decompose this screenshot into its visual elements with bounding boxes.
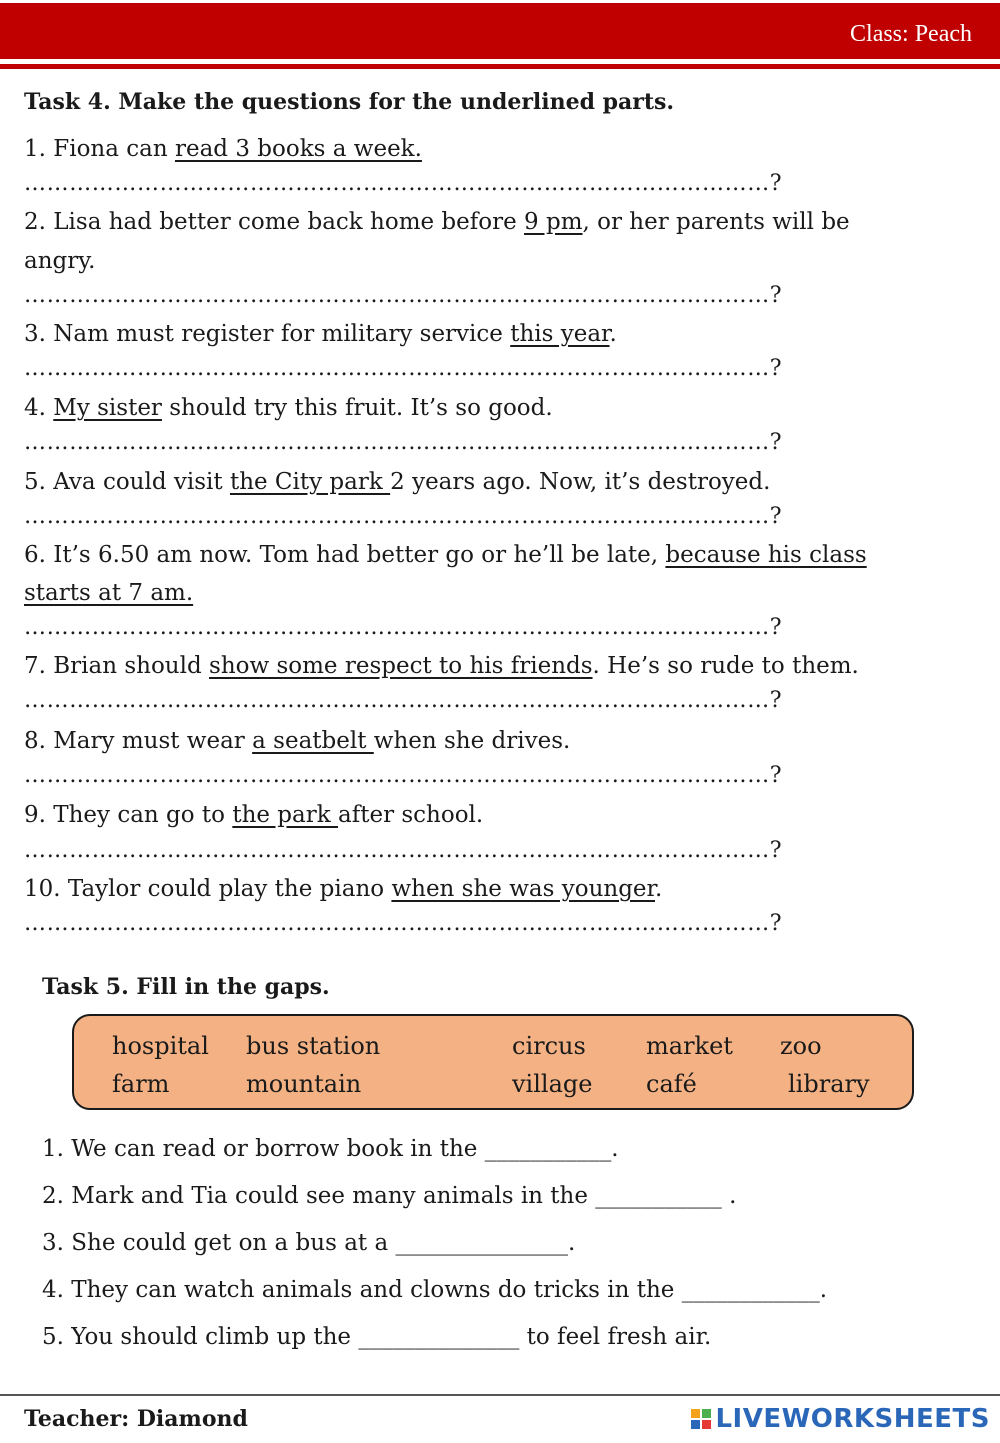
answer-line[interactable]: ………………………………………………………………………………………? [24,763,783,788]
brand-logo [691,1404,990,1434]
underlined-part: My sister [53,395,162,421]
answer-line[interactable]: ………………………………………………………………………………………? [24,356,783,381]
word-bank [72,1014,914,1110]
header-divider [0,64,1000,69]
question-text [24,463,964,501]
underlined-part: the City park [229,469,391,495]
question-post: when she drives. [373,728,571,754]
question-post: . [609,321,617,347]
question-pre: 8. Mary must wear [24,728,253,754]
fill-sentence[interactable]: 2. Mark and Tia could see many animals in the ___________ . [42,1183,737,1209]
question-pre: 9. They can go to [24,802,233,828]
question-pre: 3. Nam must register for military service [24,321,511,347]
brand-icon [691,1409,711,1429]
footer-divider [0,1394,1000,1396]
answer-line[interactable]: ………………………………………………………………………………………? [24,171,783,196]
question-post: 2 years ago. Now, it’s destroyed. [390,469,771,495]
answer-line[interactable]: ………………………………………………………………………………………? [24,283,783,308]
underlined-part: show some respect to his friends [209,653,593,679]
word-bank-item: hospital [112,1032,209,1060]
question-pre: 5. Ava could visit [24,469,230,495]
word-bank-item: village [512,1070,593,1098]
question-text [24,796,964,834]
word-bank-item: market [646,1032,733,1060]
fill-sentence[interactable]: 4. They can watch animals and clowns do tricks in the ____________. [42,1277,827,1303]
word-bank-item: bus station [246,1032,381,1060]
underlined-part: when she was younger [391,876,655,902]
question-post: , or her parents will be [582,209,850,235]
underlined-part: starts at 7 am. [24,580,194,606]
answer-line[interactable]: ………………………………………………………………………………………? [24,430,783,455]
task5-title: Task 5. Fill in the gaps. [42,974,330,1000]
underlined-part: a seatbelt [252,728,374,754]
question-text [24,536,964,574]
fill-sentence[interactable]: 3. She could get on a bus at a _______________. [42,1230,576,1256]
answer-line[interactable]: ………………………………………………………………………………………? [24,838,783,863]
question-pre: 10. Taylor could play the piano [24,876,392,902]
word-bank-item: farm [112,1070,170,1098]
question-text [24,647,964,685]
question-post: . [655,876,663,902]
task4-title: Task 4. Make the questions for the underlined parts. [24,89,675,115]
question-text [24,389,964,427]
word-bank-item: library [788,1070,870,1098]
underlined-part: 9 pm [524,209,583,235]
fill-sentence[interactable]: 1. We can read or borrow book in the ___________. [42,1136,619,1162]
question-text [24,722,964,760]
word-bank-item: café [646,1070,697,1098]
question-pre: 4. [24,395,54,421]
answer-line[interactable]: ………………………………………………………………………………………? [24,688,783,713]
underlined-part: read 3 books a week. [174,136,422,162]
question-text [24,315,964,353]
underlined-part: the park [232,802,338,828]
question-pre: 6. It’s 6.50 am now. Tom had better go or he’ll be late, [24,542,666,568]
answer-line[interactable]: ………………………………………………………………………………………? [24,504,783,529]
word-bank-item: zoo [780,1032,822,1060]
question-line2: angry. [24,248,96,274]
question-pre: 1. Fiona can [24,136,175,162]
question-pre: 2. Lisa had better come back home before [24,209,525,235]
question-text [24,203,964,241]
fill-sentence[interactable]: 5. You should climb up the ______________ to feel fresh air. [42,1324,712,1350]
question-pre: 7. Brian should [24,653,210,679]
class-label: Class: Peach [850,21,972,47]
header-bar [0,3,1000,59]
question-post: should try this fruit. It’s so good. [161,395,553,421]
word-bank-item: circus [512,1032,586,1060]
word-bank-item: mountain [246,1070,362,1098]
teacher-label: Teacher: Diamond [24,1406,248,1432]
question-text [24,870,964,908]
question-post: after school. [337,802,484,828]
answer-line[interactable]: ………………………………………………………………………………………? [24,615,783,640]
question-post: . He’s so rude to them. [592,653,859,679]
underlined-part: this year [510,321,610,347]
underlined-part: because his class [665,542,867,568]
question-text-line2 [24,574,964,612]
question-text [24,130,964,168]
answer-line[interactable]: ………………………………………………………………………………………? [24,911,783,936]
question-text-line2 [24,242,964,280]
brand-text: LIVEWORKSHEETS [715,1404,990,1434]
